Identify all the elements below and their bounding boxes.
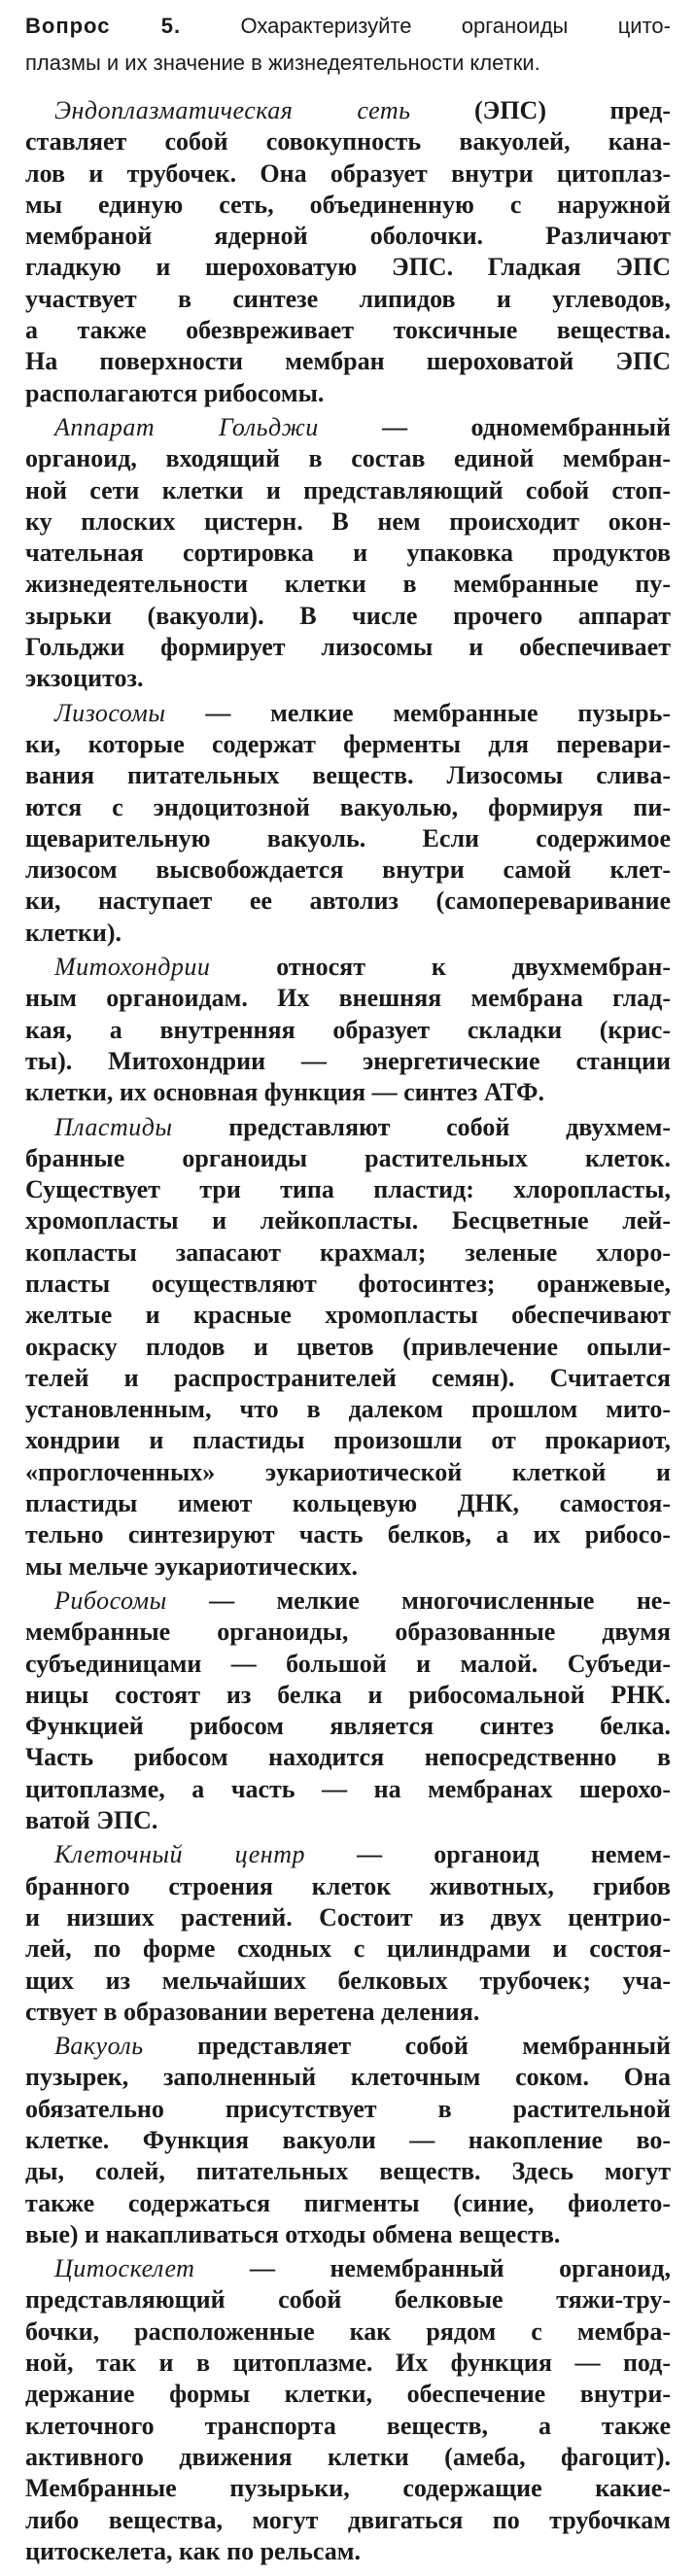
text-line: клетки, их основная функция — синтез АТФ. [25, 1078, 544, 1107]
organelle-paragraph [25, 952, 671, 1108]
text-line: ствует в образовании веретена деления. [25, 1997, 480, 2026]
text-line: клеточного транспорта веществ, а также [25, 2411, 671, 2440]
text-line: активного движения клетки (амеба, фагоцит). [25, 2442, 671, 2471]
organelle-term: Эндоплазматическая сеть [54, 96, 411, 124]
text-line: также содержаться пигменты (синие, фиолето- [25, 2188, 671, 2217]
text-line: представляющий собой белковые тяжи-тру- [25, 2285, 671, 2315]
question-header [25, 8, 671, 82]
text-line: мембранные органоиды, образованные двумя [25, 1618, 671, 1647]
line-text: — одномембранный [318, 412, 671, 441]
text-line: клетке. Функция вакуоли — накопление во- [25, 2126, 671, 2154]
question-text-1: Охарактеризуйте органоиды цито- [240, 14, 671, 38]
text-line: желтые и красные хромопласты обеспечивают [25, 1301, 671, 1330]
text-line: ным органоидам. Их внешняя мембрана глад- [25, 984, 671, 1013]
organelle-paragraph [25, 2253, 671, 2567]
text-line [25, 698, 671, 729]
text-line: хондрии и пластиды произошли от прокариот, [25, 1426, 671, 1455]
text-line: вания питательных веществ. Лизосомы слива- [25, 761, 671, 790]
text-line: цитоскелета, как по рельсам. [25, 2536, 361, 2565]
text-line: ватой ЭПС. [25, 1806, 158, 1835]
text-line: лей, по форме сходных с цилиндрами и состоя- [25, 1934, 671, 1964]
question-label: Вопрос 5. [25, 14, 182, 38]
organelle-paragraph [25, 1585, 671, 1836]
text-line [25, 1585, 671, 1617]
text-line: располагаются рибосомы. [25, 378, 325, 407]
organelle-paragraph [25, 1112, 671, 1583]
text-line: вые) и накапливаться отходы обмена веществ. [25, 2219, 561, 2248]
line-text: (ЭПС) пред- [410, 96, 672, 124]
text-line: щеварительную вакуоль. Если содержимое [25, 823, 671, 853]
text-line: пласты осуществляют фотосинтез; оранжевые, [25, 1269, 671, 1298]
text-line: участвует в синтезе липидов и углеводов, [25, 284, 671, 313]
text-line: окраску плодов и цветов (привлечение опыли- [25, 1332, 671, 1361]
line-text: — мелкие мембранные пузырь- [165, 698, 671, 727]
text-line: зырьки (вакуоли). В числе прочего аппарат [25, 601, 671, 630]
line-text: — органоид немем- [304, 1840, 671, 1869]
text-line: ной сети клетки и представляющий собой стоп- [25, 475, 671, 505]
text-line: экзоцитоз. [25, 664, 144, 693]
organelle-paragraph [25, 412, 671, 695]
organelle-paragraph [25, 698, 671, 949]
organelle-term: Пластиды [54, 1112, 173, 1141]
line-text: — мелкие многочисленные не- [166, 1585, 671, 1615]
text-line: мы мельче эукариотических. [25, 1551, 359, 1581]
text-line [25, 412, 671, 443]
text-line: клетки). [25, 918, 122, 947]
text-line: и низших растений. Состоит из двух центрио- [25, 1902, 671, 1932]
text-line: Существует три типа пластид: хлоропласты, [25, 1175, 671, 1204]
organelle-term: Рибосомы [54, 1585, 167, 1615]
textbook-page [25, 8, 671, 2570]
organelle-term: Лизосомы [54, 698, 166, 727]
text-line: ты). Митохондрии — энергетические станции [25, 1046, 671, 1075]
text-line: держание формы клетки, обеспечение внутри- [25, 2380, 671, 2409]
text-line: кая, а внутренняя образует складки (крис- [25, 1015, 671, 1044]
text-line: ку плоских цистерн. В нем происходит окон- [25, 506, 671, 536]
text-line: щих из мельчайших белковых трубочек; уча- [25, 1966, 671, 1995]
organelle-paragraph [25, 2031, 671, 2250]
text-line: пузырек, заполненный клеточным соком. Она [25, 2063, 671, 2092]
text-line [25, 2253, 671, 2284]
text-line: либо вещества, могут двигаться по трубочкам [25, 2505, 671, 2534]
text-line: органоид, входящий в состав единой мембран- [25, 444, 671, 473]
text-line: ки, наступает ее автолиз (самопереваривание [25, 887, 671, 916]
text-line [25, 2031, 671, 2062]
organelle-paragraph [25, 95, 671, 409]
text-line: хромопласты и лейкопласты. Бесцветные лей- [25, 1206, 671, 1236]
line-text: представляет собой мембранный [143, 2032, 671, 2061]
line-text: относят к двухмембран- [210, 953, 671, 982]
organelle-term: Аппарат Гольджи [54, 412, 319, 441]
organelle-term: Вакуоль [54, 2032, 144, 2061]
text-line: бочки, расположенные как рядом с мембра- [25, 2316, 671, 2346]
text-line: мембраной ядерной оболочки. Различают [25, 222, 671, 251]
text-line: Гольджи формирует лизосомы и обеспечивает [25, 633, 671, 662]
text-line: ницы состоят из белка и рибосомальной РНК. [25, 1680, 671, 1709]
text-line: Функцией рибосом является синтез белка. [25, 1712, 671, 1741]
text-line: гладкую и шероховатую ЭПС. Гладкая ЭПС [25, 253, 671, 282]
organelle-term: Клеточный центр [54, 1840, 305, 1869]
answer-body [25, 95, 671, 2567]
text-line [25, 1112, 671, 1143]
text-line: На поверхности мембран шероховатой ЭПС [25, 347, 671, 376]
text-line: ной, так и в цитоплазме. Их функция — под- [25, 2349, 671, 2378]
text-line: бранные органоиды растительных клеток. [25, 1143, 671, 1172]
text-line: Часть рибосом находится непосредственно в [25, 1743, 671, 1772]
text-line: бранного строения клеток животных, грибов [25, 1871, 671, 1900]
text-line: лизосом высвобождается внутри самой клет- [25, 855, 671, 885]
text-line: пластиды имеют кольцевую ДНК, самостоя- [25, 1489, 671, 1518]
line-text: представляют собой двухмем- [172, 1112, 671, 1141]
text-line: обязательно присутствует в растительной [25, 2094, 671, 2123]
text-line: а также обезвреживает токсичные вещества. [25, 316, 671, 345]
text-line: «проглоченных» эукариотической клеткой и [25, 1457, 671, 1486]
text-line: жизнедеятельности клетки в мембранные пу- [25, 570, 671, 599]
text-line: лов и трубочек. Она образует внутри цитоплаз- [25, 158, 671, 188]
text-line: цитоплазме, а часть — на мембранах шерохо- [25, 1774, 671, 1803]
text-line: субъединицами — большой и малой. Субъеди- [25, 1649, 671, 1678]
text-line: ки, которые содержат ферменты для перевари- [25, 729, 671, 758]
text-line: ставляет собой совокупность вакуолей, кана- [25, 127, 671, 157]
text-line: ды, солей, питательных веществ. Здесь могут [25, 2157, 671, 2186]
text-line [25, 95, 671, 126]
text-line: Мембранные пузырьки, содержащие какие- [25, 2474, 671, 2503]
text-line [25, 1839, 671, 1870]
organelle-paragraph [25, 1839, 671, 2028]
text-line: установленным, что в далеком прошлом мито- [25, 1395, 671, 1424]
text-line: копласты запасают крахмал; зеленые хлоро- [25, 1237, 671, 1267]
text-line [25, 952, 671, 983]
text-line: мы единую сеть, объединенную с наружной [25, 190, 671, 219]
organelle-term: Митохондрии [54, 953, 211, 982]
text-line: телей и распространителей семян). Считается [25, 1363, 671, 1392]
question-line-2: плазмы и их значение в жизнедеятельности клетки. [25, 51, 540, 75]
organelle-term: Цитоскелет [54, 2254, 195, 2283]
text-line: чательная сортировка и упаковка продуктов [25, 539, 671, 568]
text-line: тельно синтезируют часть белков, а их рибосо- [25, 1520, 671, 1549]
line-text: — немембранный органоид, [194, 2254, 671, 2283]
text-line: ются с эндоцитозной вакуолью, формируя пи- [25, 792, 671, 821]
question-line-1 [25, 8, 671, 45]
